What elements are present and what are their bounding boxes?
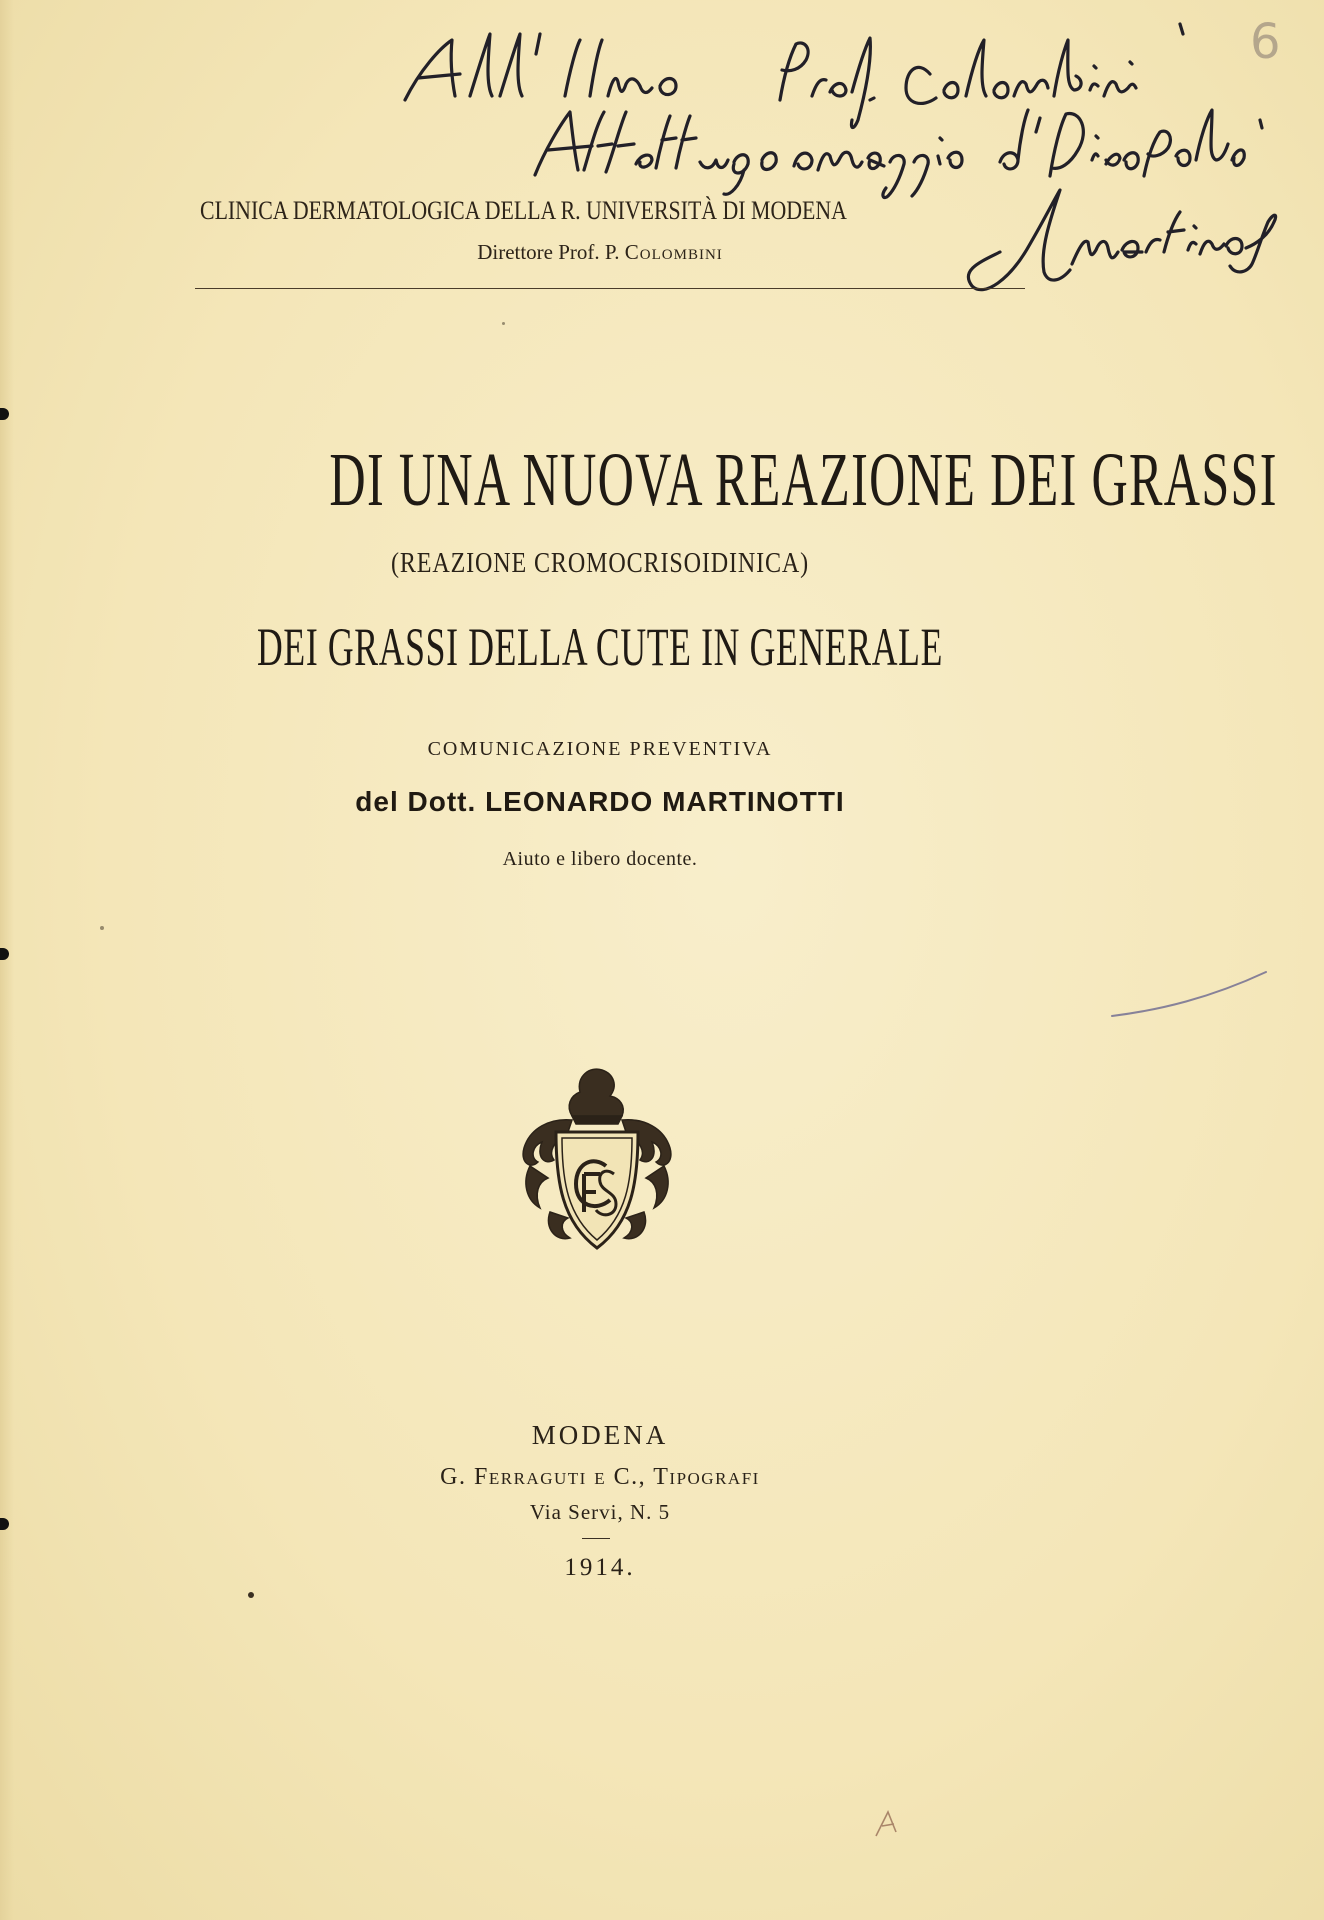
imprint-year: 1914. [564,1554,636,1581]
imprint-address: Via Servi, N. 5 [529,1500,671,1524]
page-number: 6 [1250,14,1281,70]
header-rule [195,288,1025,289]
author-line: del Dott. LEONARDO MARTINOTTI [355,786,845,817]
printer-emblem-icon [510,1062,680,1262]
imprint-city: MODENA [531,1420,669,1450]
paper-speck [248,1592,254,1598]
secondary-title: DEI GRASSI DELLA CUTE IN GENERALE [256,617,944,677]
paper-speck [502,322,505,325]
pencil-mark [1100,960,1270,1020]
paper-speck [100,926,104,930]
main-title: DI UNA NUOVA REAZIONE DEI GRASSI [329,438,1278,522]
director-line [0,240,1200,265]
stray-mark [872,1806,906,1840]
parenthetical-subtitle: (REAZIONE CROMOCRISOIDINICA) [390,548,810,579]
author-role: Aiuto e libero docente. [502,848,698,870]
director-prefix: Direttore Prof. P. [477,240,625,264]
imprint-publisher: G. Ferraguti e C., Tipografi [440,1464,760,1490]
handwritten-dedication [0,0,1324,320]
director-name: Colombini [624,240,723,264]
communication-type: COMUNICAZIONE PREVENTIVA [427,738,773,760]
imprint-rule [582,1538,610,1539]
institution-header: CLINICA DERMATOLOGICA DELLA R. UNIVERSITÀ DI MODENA [200,196,847,225]
